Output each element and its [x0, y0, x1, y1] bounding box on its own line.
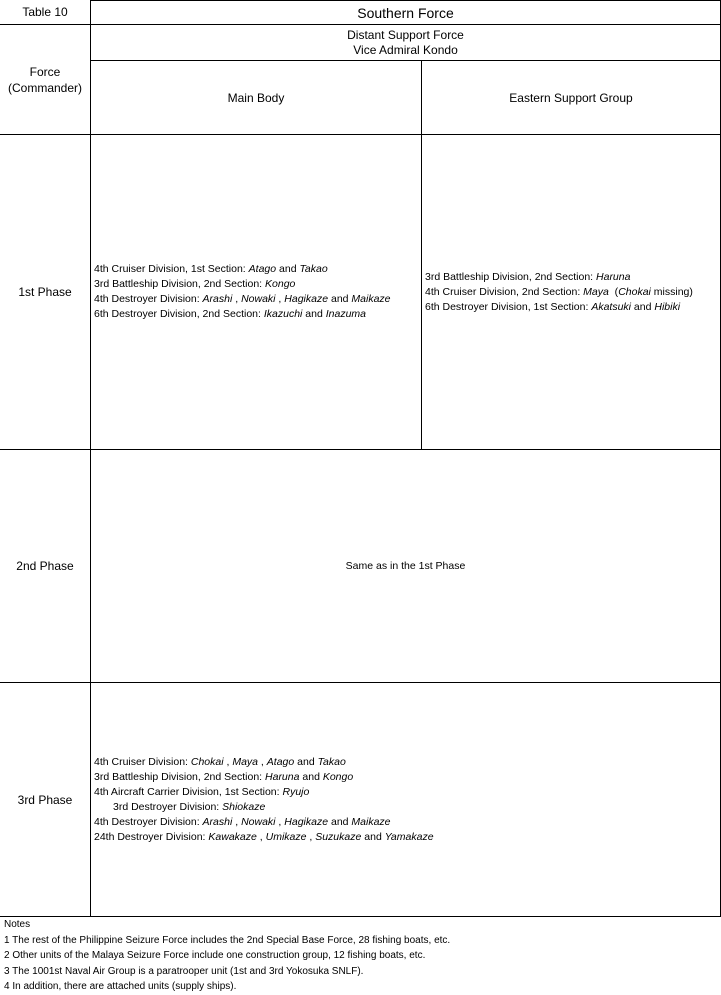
- unit-line: 4th Cruiser Division: Chokai , Maya , Atago and Takao: [94, 755, 346, 768]
- note-item: 1 The rest of the Philippine Seizure Force includes the 2nd Special Base Force, 28 fishing boats, etc.: [4, 934, 451, 946]
- subforce-header: [91, 25, 720, 60]
- note-item: 3 The 1001st Naval Air Group is a paratrooper unit (1st and 3rd Yokosuka SNLF).: [4, 965, 364, 977]
- unit-line: 4th Cruiser Division, 2nd Section: Maya (Chokai missing): [425, 285, 693, 298]
- unit-line: 3rd Battleship Division, 2nd Section: Haruna and Kongo: [94, 770, 354, 783]
- force-header: Southern Force: [357, 4, 454, 21]
- unit-line: 6th Destroyer Division, 1st Section: Akatsuki and Hibiki: [425, 300, 681, 313]
- unit-line: 4th Destroyer Division: Arashi , Nowaki , Hagikaze and Maikaze: [94, 293, 391, 305]
- unit-line: 6th Destroyer Division, 2nd Section: Ikazuchi and Inazuma: [94, 308, 367, 320]
- phase3-cell: [91, 683, 720, 916]
- force-column-label: [0, 25, 90, 134]
- subforce-commander: Vice Admiral Kondo: [353, 42, 458, 57]
- unit-line: 4th Destroyer Division: Arashi , Nowaki , Hagikaze and Maikaze: [94, 815, 391, 828]
- phase2-text: Same as in the 1st Phase: [345, 560, 466, 572]
- phase1-eastern-support-cell: [422, 135, 720, 449]
- table-label: Table 10: [22, 5, 68, 19]
- unit-line: 3rd Battleship Division, 2nd Section: Kongo: [94, 278, 296, 290]
- main-body-header: Main Body: [227, 90, 285, 105]
- unit-line: 4th Aircraft Carrier Division, 1st Section: Ryujo: [94, 785, 310, 798]
- unit-line: 24th Destroyer Division: Kawakaze , Umikaze , Suzukaze and Yamakaze: [94, 830, 434, 843]
- unit-line: 3rd Battleship Division, 2nd Section: Haruna: [425, 270, 631, 283]
- note-item: 4 In addition, there are attached units (supply ships).: [4, 981, 237, 992]
- phase1-label: 1st Phase: [18, 285, 72, 299]
- unit-line: 4th Cruiser Division, 1st Section: Atago and Takao: [94, 263, 328, 275]
- unit-line: 3rd Destroyer Division: Shiokaze: [113, 800, 266, 813]
- notes-section: [4, 917, 719, 991]
- note-item: 2 Other units of the Malaya Seizure Force include one construction group, 12 fishing boats, etc.: [4, 950, 426, 961]
- phase2-label: 2nd Phase: [16, 559, 74, 573]
- commander-label: (Commander): [7, 80, 82, 95]
- notes-heading: Notes: [4, 919, 31, 930]
- eastern-support-header: Eastern Support Group: [509, 90, 633, 105]
- subforce-name: Distant Support Force: [347, 27, 464, 42]
- phase1-main-body-cell: [91, 135, 421, 449]
- force-label: Force: [29, 64, 61, 79]
- phase3-label: 3rd Phase: [17, 792, 73, 807]
